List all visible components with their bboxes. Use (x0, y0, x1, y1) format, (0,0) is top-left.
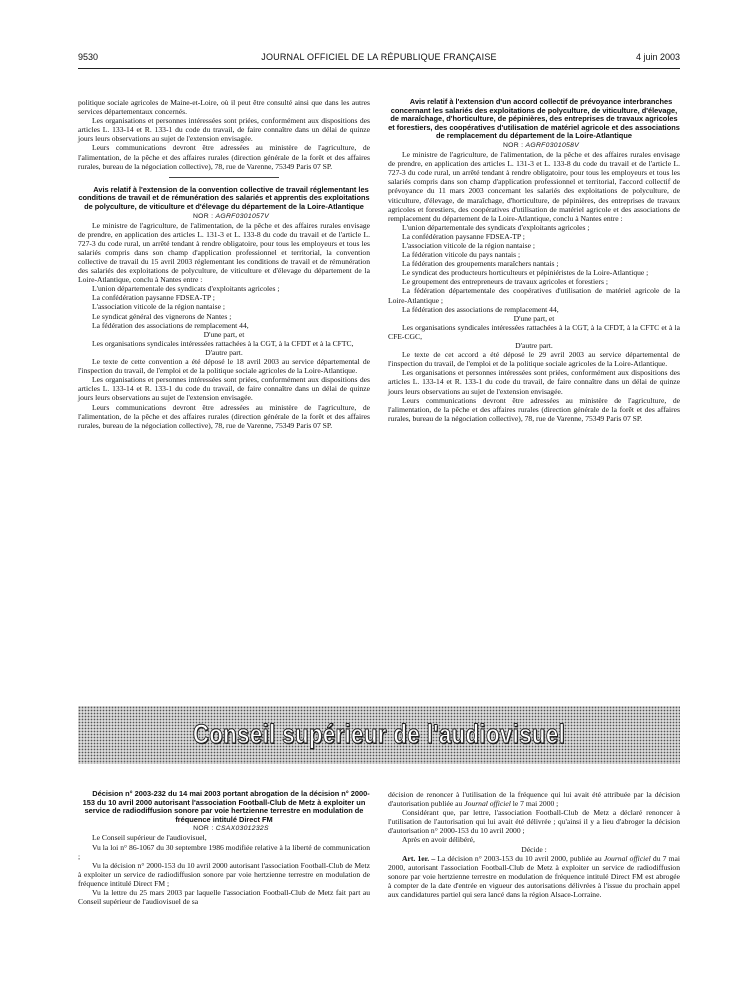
avis-title: Avis relatif à l'extension de la convention collective de travail réglementant les conditions de travail et de rémunération des salariés et apprentis des exploitations de polyculture, de viticulture et d'élevage du département de la Loire-Atlantique (78, 184, 370, 211)
body-paragraph: Vu la loi n° 86-1067 du 30 septembre 1986 modifiée relative à la liberté de communication ; (78, 842, 370, 861)
section-separator (169, 177, 279, 178)
autre-part: D'autre part. (515, 341, 553, 351)
party-item: Le groupement des entrepreneurs de travaux agricoles et forestiers ; (402, 277, 608, 287)
party-item: La confédération paysanne FDSEA-TP ; (92, 293, 215, 303)
body-paragraph: Le texte de cet accord a été déposé le 29 avril 2003 au service départemental de l'inspection du travail, de l'emploi et de la politique sociale agricoles de la Loire-Atlantique. (388, 350, 680, 369)
party-item: L'association viticole de la région nantaise ; (402, 241, 535, 250)
party-item: La fédération départementale des coopératives d'utilisation de matériel agricole de la Loire-Atlantique ; (388, 286, 680, 305)
continuation-paragraph: politique sociale agricoles de Maine-et-Loire, où il peut être consulté ainsi que dans les autres services départementaux concernés. (78, 98, 370, 117)
party-item: La fédération viticole du pays nantais ; (402, 250, 521, 260)
csa-right-column (388, 790, 680, 899)
body-paragraph: Les organisations et personnes intéressées sont priées, conformément aux dispositions des articles L. 133-14 et R. 133-1 du code du travail, de faire connaître dans un délai de quinze jours leurs observations au sujet de l'extension envisagée. (388, 368, 680, 396)
nor-reference: NOR : AGRF0301058V (502, 141, 580, 149)
party-item: La fédération des associations de remplacement 44, (92, 320, 249, 330)
autre-part: D'autre part. (205, 347, 243, 357)
apres-paragraph: Après en avoir délibéré, (402, 835, 475, 845)
party-item: La fédération des groupements maraîchers nantais ; (402, 259, 559, 269)
publication-date: 4 juin 2003 (635, 52, 680, 62)
body-paragraph: Les organisations et personnes intéressées sont priées, conformément aux dispositions des articles L. 133-14 et R. 133-1 du code du travail, de faire connaître dans un délai de quinze jours leurs observations au sujet de l'extension envisagée. (78, 116, 370, 144)
party-item: Le syndicat général des vignerons de Nantes ; (92, 311, 232, 321)
intro-paragraph: Le ministre de l'agriculture, de l'alimentation, de la pêche et des affaires rurales envisage de prendre, en application des articles L. 131-3 et L. 133-8 du code du travail et de l'article L. 727-3 du code rural, un arrêté tendant à rendre obligatoire, pour tous les employeurs et tous les salariés compris dans son champ d'application professionnel et territorial, la convention collective de travail du 15 avril 2003 réglementant les conditions de travail et de rémunération des salariés des exploitations de polyculture, de viticulture et d'élevage du département de la Loire-Atlantique, conclu à Nantes entre : (78, 220, 370, 285)
csa-left-column (78, 790, 370, 906)
body-paragraph: Leurs communications devront être adressées au ministère de l'agriculture, de l'alimentation, de la pêche et des affaires rurales (direction générale de la forêt et des affaires rurales, bureau de la négociation collective), 78, rue de Varenne, 75349 Paris 07 SP. (388, 395, 680, 423)
article-paragraph: Art. 1er. – La décision n° 2003-153 du 10 avril 2000, publiée au Journal officiel du 7 mai 2000, autorisant l'association Football-Club de Metz à exploiter un service de radiodiffusion sonore par voie hertzienne terrestre en modulation de fréquence intitulé Direct FM est abrogée à compter de la date d'entrée en vigueur des autorisations délivrées à l'issue du prochain appel aux candidatures partiel qui sera lancé dans la région Alsace-Lorraine. (388, 853, 680, 900)
journal-title: JOURNAL OFFICIEL DE LA RÉPUBLIQUE FRANÇAISE (261, 52, 497, 62)
party-item: La confédération paysanne FDSEA-TP ; (402, 231, 525, 241)
syndicats-paragraph: Les organisations syndicales intéressées rattachées à la CGT, à la CFDT, à la CFTC et à la CFE-CGC, (388, 322, 680, 341)
syndicats-paragraph: Les organisations syndicales intéressées rattachées à la CGT, à la CFDT et à la CFTC, (92, 338, 354, 348)
nor-reference: NOR : AGRF0301057V (192, 212, 270, 220)
decide-heading: Décide : (521, 844, 547, 854)
une-part: D'une part, et (513, 313, 555, 323)
body-paragraph: Vu la décision n° 2000-153 du 10 avril 2000 autorisant l'association Football-Club de Metz à exploiter un service de radiodiffusion sonore par voie hertzienne terrestre en modulation de fréquence intitulé Direct FM ; (78, 860, 370, 888)
banner-title: Conseil supérieur de l'audiovisuel (192, 719, 566, 749)
page-header (78, 52, 680, 66)
party-item: L'association viticole de la région nantaise ; (92, 302, 225, 312)
party-item: La fédération des associations de remplacement 44, (402, 304, 559, 314)
section-banner (78, 706, 680, 764)
body-paragraph: Le Conseil supérieur de l'audiovisuel, (92, 833, 207, 843)
body-paragraph: Leurs communications devront être adressées au ministère de l'agriculture, de l'alimentation, de la pêche et des affaires rurales (direction générale de la forêt et des affaires rurales, bureau de la négociation collective), 78, rue de Varenne, 75349 Paris 07 SP. (78, 143, 370, 171)
avis-title: Avis relatif à l'extension d'un accord collectif de prévoyance interbranches concernant les salariés des exploitations de polyculture, de viticulture, d'élevage, de maraîchage, d'horticulture, de pépinières, des entreprises de travaux agricoles et forestiers, des coopératives d'utilisation de matériel agricole et des associations de remplacement du département de la Loire-Atlantique (388, 97, 680, 141)
body-paragraph: Leurs communications devront être adressées au ministère de l'agriculture, de l'alimentation, de la pêche et des affaires rurales (direction générale de la forêt et des affaires rurales, bureau de la négociation collective), 78, rue de Varenne, 75349 Paris 07 SP. (78, 402, 370, 430)
decision-title: Décision n° 2003-232 du 14 mai 2003 portant abrogation de la décision n° 2000-153 du 10 avril 2000 autorisant l'association Football-Club de Metz à exploiter un service de radiodiffusion sonore par voie hertzienne terrestre en modulation de fréquence intitulé Direct FM (82, 789, 370, 824)
body-paragraph: Le texte de cette convention a été déposé le 18 avril 2003 au service départemental de l'inspection du travail, de l'emploi et de la politique sociale agricoles de la Loire-Atlantique. (78, 357, 370, 376)
party-item: L'union départementale des syndicats d'exploitants agricoles ; (402, 222, 590, 232)
considerant-paragraph: Considérant que, par lettre, l'association Football-Club de Metz a déclaré renoncer à l'utilisation de l'autorisation qui lui avait été délivrée ; qu'ainsi il y a lieu d'abroger la décision d'autorisation n° 2000-153 du 10 avril 2000 ; (388, 808, 680, 836)
page-number: 9530 (78, 52, 99, 62)
body-paragraph: Les organisations et personnes intéressées sont priées, conformément aux dispositions des articles L. 133-14 et R. 133-1 du code du travail, de faire connaître dans un délai de quinze jours leurs observations au sujet de l'extension envisagée. (78, 375, 370, 403)
continuation-paragraph: décision de renoncer à l'utilisation de la fréquence qui lui avait été attribuée par la décision d'autorisation publiée au Journal officiel le 7 mai 2000 ; (388, 790, 680, 809)
left-column (78, 98, 370, 430)
nor-reference: NOR : CSAX0301232S (193, 825, 269, 833)
header-rule (78, 68, 680, 69)
une-part: D'une part, et (203, 329, 245, 339)
right-column (388, 98, 680, 423)
intro-paragraph: Le ministre de l'agriculture, de l'alimentation, de la pêche et des affaires rurales envisage de prendre, en application des articles L. 131-3 et L. 133-8 du code du travail et de l'article L. 727-3 du code rural, un arrêté tendant à rendre obligatoire, pour tous les employeurs et tous les salariés compris dans son champ d'application professionnel et territorial, l'accord collectif de prévoyance du 11 mars 2003 concernant les salariés des exploitations de polyculture, de viticulture, d'élevage, de maraîchage, d'horticulture, de pépinières, des entreprises de travaux agricoles et forestiers, des coopératives d'utilisation de matériel agricole et des associations de remplacement du département de la Loire-Atlantique, conclu à Nantes entre : (388, 150, 680, 223)
party-item: L'union départementale des syndicats d'exploitants agricoles ; (92, 284, 280, 294)
party-item: Le syndicat des producteurs horticulteurs et pépiniéristes de la Loire-Atlantique ; (402, 268, 649, 278)
body-paragraph: Vu la lettre du 25 mars 2003 par laquelle l'association Football-Club de Metz fait part au Conseil supérieur de l'audiovisuel de sa (78, 888, 370, 907)
